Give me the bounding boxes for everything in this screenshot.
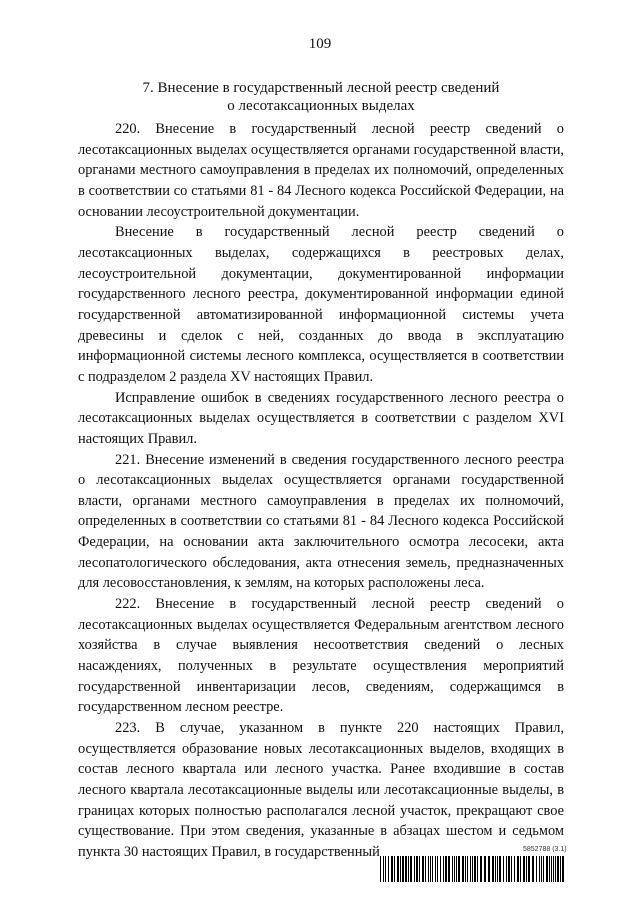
paragraph-222: 222. Внесение в государственный лесной реестр сведений о лесотаксационных выделах осуществляется Федеральным агентством лесного хозяйства в случае выявления несоответствия сведений о лесных насаждениях, полученных в результате осуществления мероприятий государственной инвентаризации лесов, сведениям, содержащимся в государственном лесном реестре. xyxy=(78,596,564,716)
document-code: 5852788 (3.1) xyxy=(523,846,567,853)
document-body xyxy=(78,119,564,863)
barcode-icon xyxy=(380,856,565,882)
section-title-line-1: 7. Внесение в государственный лесной реестр сведений xyxy=(142,80,500,96)
section-title-line-2: о лесотаксационных выделах xyxy=(227,98,415,114)
paragraph-220-part-2: Внесение в государственный лесной реестр сведений о лесотаксационных выделах, содержащихся в реестровых делах, лесоустроительной документации, документированной информации государственного лесного реестра, документированной информации единой государственной автоматизированной информационной системы учета древесины и сделок с ней, созданных до ввода в эксплуатацию информационной системы лесного комплекса, осуществляется в соответствии с подразделом 2 раздела XV настоящих Правил. xyxy=(78,224,564,385)
paragraph-220: 220. Внесение в государственный лесной реестр сведений о лесотаксационных выделах осуществляется органами государственной власти, органами местного самоуправления в пределах их полномочий, определенных в соответствии со статьями 81 - 84 Лесного кодекса Российской Федерации, на основании лесоустроительной документации. xyxy=(78,121,564,220)
paragraph-223: 223. В случае, указанном в пункте 220 настоящих Правил, осуществляется образование новых лесотаксационных выделов, входящих в состав лесного квартала или лесного участка. Ранее входившие в состав лесного квартала лесотаксационные выделы или лесотаксационные выделы, в границах которых полностью располагался лесной участок, прекращают свое существование. При этом сведения, указанные в абзацах шестом и седьмом пункта 30 настоящих Правил, в государственный xyxy=(78,720,564,860)
page-number: 109 xyxy=(308,36,332,52)
paragraph-220-part-3: Исправление ошибок в сведениях государственного лесного реестра о лесотаксационных выделах осуществляется в соответствии с разделом XVI настоящих Правил. xyxy=(78,389,564,447)
paragraph-221: 221. Внесение изменений в сведения государственного лесного реестра о лесотаксационных выделах осуществляется органами государственной власти, органами местного самоуправления в пределах их полномочий, определенных в соответствии со статьями 81 - 84 Лесного кодекса Российской Федерации, на основании акта заключительного осмотра лесосеки, акта лесопатологического обследования, акта отнесения земель, предназначенных для лесовосстановления, к землям, на которых расположены леса. xyxy=(78,451,564,592)
section-title xyxy=(78,79,564,115)
